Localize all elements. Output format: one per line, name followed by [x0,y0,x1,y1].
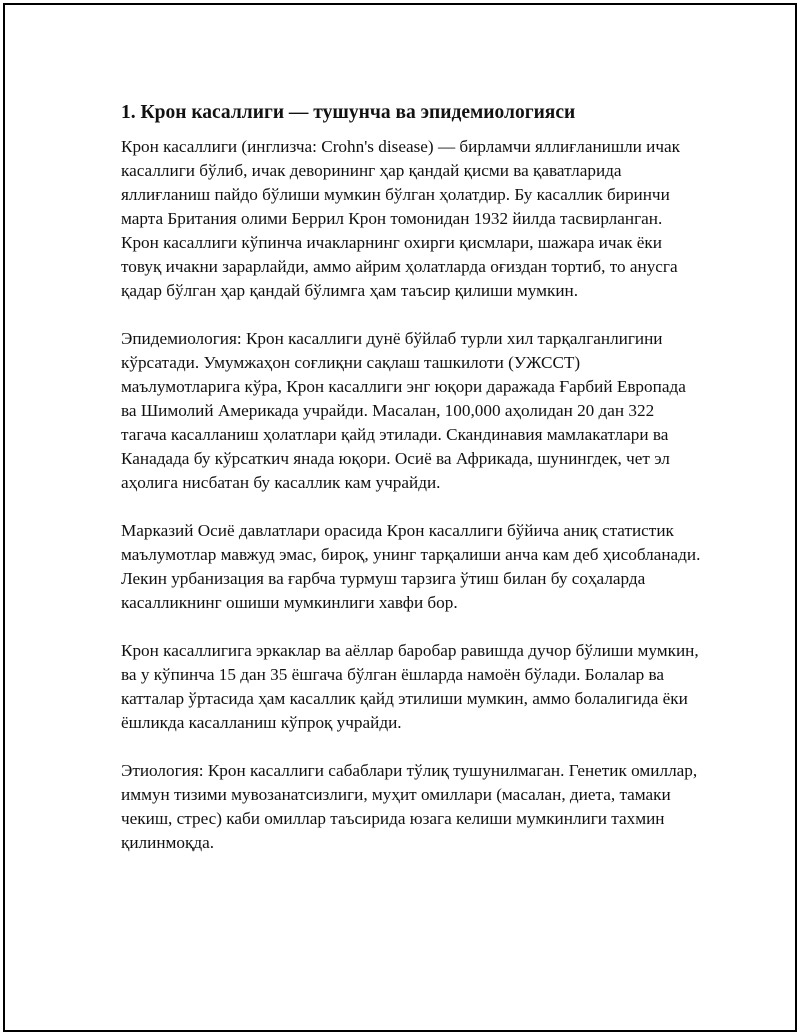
document-body [121,101,701,855]
section-title: 1. Крон касаллиги — тушунча ва эпидемиологияси [121,102,576,123]
paragraph-central-asia: Марказий Осиё давлатлари орасида Крон касаллиги бўйича аниқ статистик маълумотлар мавжуд эмас, бироқ, унинг тарқалиши анча кам деб ҳисобланади. Лекин урбанизация ва ғарбча турмуш тарзига ўтиш билан бу соҳаларда касалликнинг ошиши мумкинлиги хавфи бор. [121,521,701,612]
paragraph-etiology: Этиология: Крон касаллиги сабаблари тўлиқ тушунилмаган. Генетик омиллар, иммун тизими мувозанатсизлиги, муҳит омиллари (масалан, диета, тамаки чекиш, стрес) каби омиллар таъсирида юзага келиши мумкинлиги тахмин қилинмоқда. [121,761,698,852]
paragraph-definition: Крон касаллиги (инглизча: Crohn's disease) — бирламчи яллиғланишли ичак касаллиги бўлиб, ичак деворининг ҳар қандай қисми ва қаватларида яллиғланиш пайдо бўлиши мумкин бўлган ҳолатдир. Бу касаллик биринчи марта Британия олими Беррил Крон томонидан 1932 йилда тасвирланган. Крон касаллиги кўпинча ичакларнинг охирги қисмлари, шажара ичак ёки товуқ ичакни зарарлайди, аммо айрим ҳолатларда оғиздан тортиб, то анусга қадар бўлган ҳар қандай бўлимга ҳам таъсир қилиши мумкин. [121,137,680,300]
paragraph-demographics: Крон касаллигига эркаклар ва аёллар баробар равишда дучор бўлиши мумкин, ва у кўпинча 15 дан 35 ёшгача бўлган ёшларда намоён бўлади. Болалар ва катталар ўртасида ҳам касаллик қайд этилиши мумкин, аммо болалигида ёки ёшликда касалланиш кўпроқ учрайди. [121,641,699,732]
page-frame [3,3,797,1032]
paragraph-epidemiology: Эпидемиология: Крон касаллиги дунё бўйлаб турли хил тарқалганлигини кўрсатади. Умумжаҳон соғлиқни сақлаш ташкилоти (УЖССТ) маълумотларига кўра, Крон касаллиги энг юқори даражада Ғарбий Европада ва Шимолий Америкада учрайди. Масалан, 100,000 аҳолидан 20 дан 322 тагача касалланиш ҳолатлари қайд этилади. Скандинавия мамлакатлари ва Канадада бу кўрсаткич янада юқори. Осиё ва Африкада, шунингдек, чет эл аҳолига нисбатан бу касаллик кам учрайди. [121,329,686,492]
